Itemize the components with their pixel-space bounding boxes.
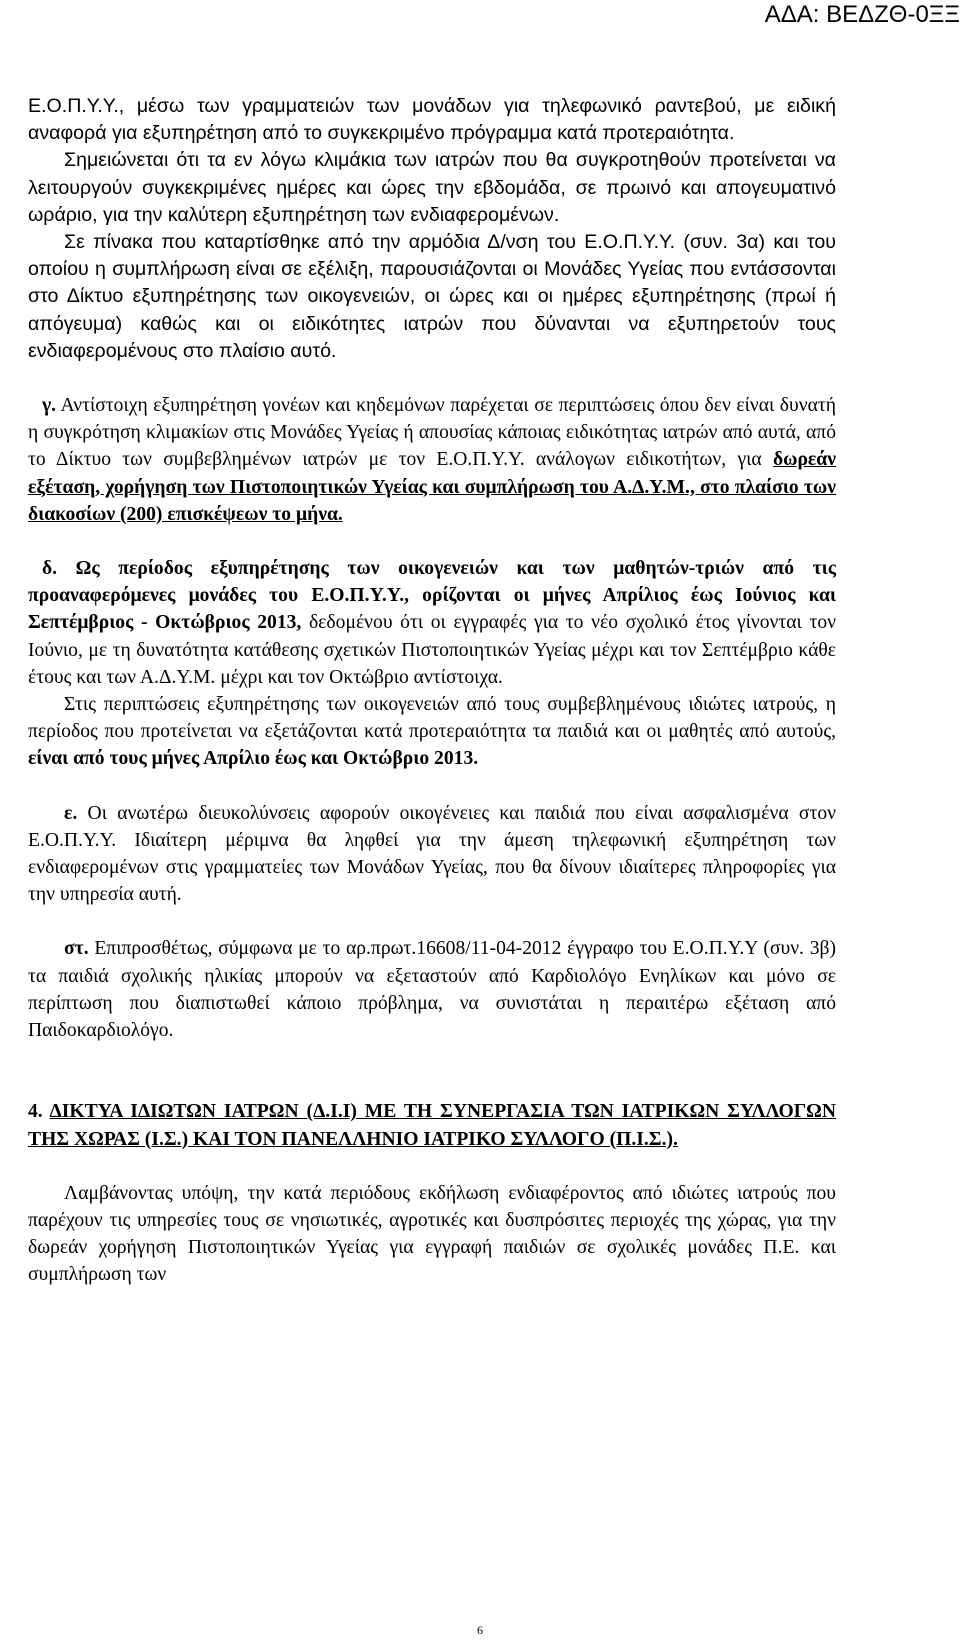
paragraph-epsilon (28, 800, 836, 909)
cases-bold-text: είναι από τους μήνες Απρίλιο έως και Οκτώβριο 2013. (28, 748, 479, 770)
item-label-gamma: γ. (42, 395, 57, 417)
page-number: 6 (477, 1623, 483, 1637)
gamma-text: Αντίστοιχη εξυπηρέτηση γονέων και κηδεμόνων παρέχεται σε περιπτώσεις όπου δεν είναι δυνατή η συγκρότηση κλιμακίων στις Μονάδες Υγείας ή απουσίας κάποιας ειδικότητας ιατρών από αυτά, από το Δίκτυο των συμβεβλημένων ιατρών με τον Ε.Ο.Π.Υ.Υ. ανάλογων ειδικοτήτων, για (28, 395, 836, 471)
document-body (28, 93, 836, 1289)
ada-code: ΑΔΑ: ΒΕΔΖΘ-0ΞΞ (764, 1, 960, 28)
section-4-number: 4. (28, 1101, 50, 1123)
section-4-heading (28, 1098, 836, 1152)
paragraph-delta (28, 555, 836, 691)
paragraph-st (28, 935, 836, 1044)
delta-bold-text: δ. Ως περίοδος εξυπηρέτησης των οικογενειών και των μαθητών-τριών από τις προαναφερόμενες μονάδες του Ε.Ο.Π.Υ.Υ., ορίζονται οι μήνες Απρίλιος έως Ιούνιος και Σεπτέμβριος - Οκτώβριος 2013, (28, 558, 836, 634)
item-label-st: στ. (64, 938, 89, 960)
paragraph-gamma (28, 392, 836, 528)
paragraph-contacts: Ε.Ο.Π.Υ.Υ., μέσω των γραμματειών των μονάδων για τηλεφωνικό ραντεβού, με ειδική αναφορά για εξυπηρέτηση από το συγκεκριμένο πρόγραμμα κατά προτεραιότητα. (28, 95, 836, 145)
paragraph-private-doctors (28, 691, 836, 773)
section-4-title: ΔΙΚΤΥΑ ΙΔΙΩΤΩΝ ΙΑΤΡΩΝ (Δ.Ι.Ι) ΜΕ ΤΗ ΣΥΝΕΡΓΑΣΙΑ ΤΩΝ ΙΑΤΡΙΚΩΝ ΣΥΛΛΟΓΩΝ ΤΗΣ ΧΩΡΑΣ (Ι.Σ.) ΚΑΙ ΤΟΝ ΠΑΝΕΛΛΗΝΙΟ ΙΑΤΡΙΚΟ ΣΥΛΛΟΓΟ (Π.Ι.Σ.). (28, 1101, 836, 1150)
item-label-epsilon: ε. (64, 802, 78, 824)
delta-text: δεδομένου ότι οι εγγραφές για το νέο σχολικό έτος γίνονται τον Ιούνιο, με τη δυνατότητα κατάθεσης σχετικών Πιστοποιητικών Υγείας μέχρι και τον Σεπτέμβριο κάθε έτους και των Α.Δ.Υ.Μ. μέχρι και τον Οκτώβριο αντίστοιχα. (28, 612, 836, 688)
paragraph-clinic-schedules: Σημειώνεται ότι τα εν λόγω κλιμάκια των ιατρών που θα συγκροτηθούν προτείνεται να λειτουργούν συγκεκριμένες ημέρες και ώρες την εβδομάδα, σε πρωινό και απογευματινό ωράριο, για την καλύτερη εξυπηρέτηση των ενδιαφερομένων. (28, 149, 836, 226)
st-text: Επιπροσθέτως, σύμφωνα με το αρ.πρωτ.16608/11-04-2012 έγγραφο του Ε.Ο.Π.Υ.Υ (συν. 3β) τα παιδιά σχολικής ηλικίας μπορούν να εξεταστούν από Καρδιολόγο Ενηλίκων και μόνο σε περίπτωση που διαπιστωθεί κάποιο πρόβλημα, να συνιστάται η περαιτέρω εξέταση από Παιδοκαρδιολόγο. (28, 938, 836, 1042)
paragraph-private-doctors-interest: Λαμβάνοντας υπόψη, την κατά περιόδους εκδήλωση ενδιαφέροντος από ιδιώτες ιατρούς που παρέχουν τις υπηρεσίες τους σε νησιωτικές, αγροτικές και δυσπρόσιτες περιοχές της χώρας, για την δωρεάν χορήγηση Πιστοποιητικών Υγείας για εγγραφή παιδιών σε σχολικές μονάδες Π.Ε. και συμπλήρωση των (28, 1182, 836, 1286)
cases-text: Στις περιπτώσεις εξυπηρέτησης των οικογενειών από τους συμβεβλημένους ιδιώτες ιατρούς, η περίοδος που προτείνεται να εξετάζονται κατά προτεραιότητα τα παιδιά και οι μαθητές από αυτούς, (28, 694, 836, 743)
paragraph-health-units-table: Σε πίνακα που καταρτίσθηκε από την αρμόδια Δ/νση του Ε.Ο.Π.Υ.Υ. (συν. 3α) και του οποίου η συμπλήρωση είναι σε εξέλιξη, παρουσιάζονται οι Μονάδες Υγείας που εντάσσονται στο Δίκτυο εξυπηρέτησης των οικογενειών, οι ώρες και οι ημέρες εξυπηρέτησης (πρωί ή απόγευμα) καθώς και οι ειδικότητες ιατρών που δύνανται να εξυπηρετούν τους ενδιαφερομένους στο πλαίσιο αυτό. (28, 231, 836, 362)
gamma-underlined-text: δωρεάν εξέταση, χορήγηση των Πιστοποιητικών Υγείας και συμπλήρωση του Α.Δ.Υ.Μ., στο πλαίσιο των διακοσίων (200) επισκέψεων το μήνα. (28, 449, 836, 525)
epsilon-text: Οι ανωτέρω διευκολύνσεις αφορούν οικογένειες και παιδιά που είναι ασφαλισμένα στον Ε.Ο.Π.Υ.Υ. Ιδιαίτερη μέριμνα θα ληφθεί για την άμεση τηλεφωνική εξυπηρέτηση των ενδιαφερομένων στις γραμματείες των Μονάδων Υγείας, που θα δίνουν ιδιαίτερες πληροφορίες για την υπηρεσία αυτή. (28, 802, 836, 906)
